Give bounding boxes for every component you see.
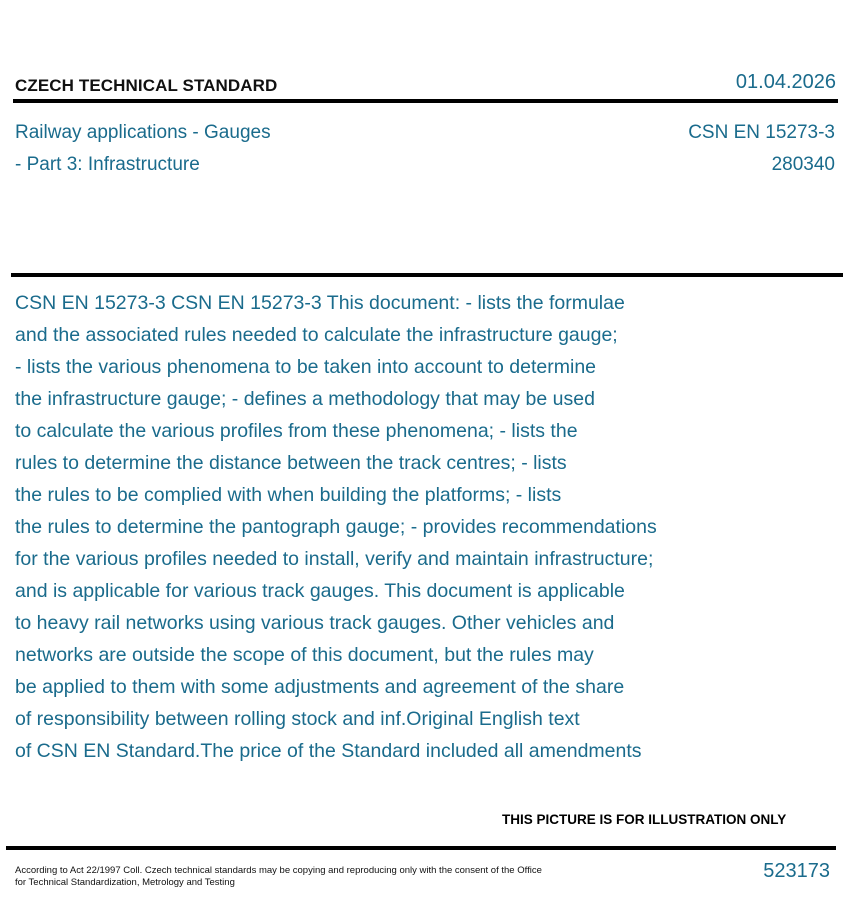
abstract-line: of CSN EN Standard.The price of the Standard included all amendments — [15, 740, 642, 762]
abstract-line: be applied to them with some adjustments and agreement of the share — [15, 676, 625, 698]
abstract-line: to heavy rail networks using various track gauges. Other vehicles and — [15, 612, 615, 634]
abstract-line: to calculate the various profiles from these phenomena; - lists the — [15, 420, 578, 442]
abstract-line: and is applicable for various track gauges. This document is applicable — [15, 580, 625, 602]
section-rule — [11, 273, 843, 277]
abstract-line: for the various profiles needed to install, verify and maintain infrastructure; — [15, 548, 654, 570]
publication-date: 01.04.2026 — [735, 71, 836, 93]
legal-notice-line: for Technical Standardization, Metrology and Testing — [15, 877, 235, 888]
standard-type-heading: CZECH TECHNICAL STANDARD — [15, 76, 278, 95]
abstract-text — [15, 287, 735, 767]
abstract-line: networks are outside the scope of this document, but the rules may — [15, 644, 594, 666]
footer-rule — [6, 846, 836, 850]
document-title-line: Railway applications - Gauges — [15, 122, 271, 143]
document-codes — [688, 117, 835, 181]
abstract-line: the rules to be complied with when building the platforms; - lists — [15, 484, 562, 506]
abstract-line: - lists the various phenomena to be taken into account to determine — [15, 356, 597, 378]
catalog-number: 523173 — [763, 860, 830, 882]
illustration-notice: THIS PICTURE IS FOR ILLUSTRATION ONLY — [502, 812, 787, 827]
legal-notice-line: According to Act 22/1997 Coll. Czech technical standards may be copying and reproducing only with the consent of the Office — [15, 865, 542, 876]
abstract-line: the rules to determine the pantograph gauge; - provides recommendations — [15, 516, 657, 538]
abstract-line: CSN EN 15273-3 CSN EN 15273-3 This document: - lists the formulae — [15, 292, 625, 314]
classification-number: 280340 — [771, 154, 835, 175]
abstract-line: and the associated rules needed to calculate the infrastructure gauge; — [15, 324, 618, 346]
standard-code: CSN EN 15273-3 — [688, 122, 835, 143]
abstract-line: of responsibility between rolling stock and inf.Original English text — [15, 708, 580, 730]
legal-notice — [15, 865, 542, 889]
document-title — [15, 117, 271, 181]
abstract-line: the infrastructure gauge; - defines a methodology that may be used — [15, 388, 595, 410]
document-title-line: - Part 3: Infrastructure — [15, 154, 200, 175]
abstract-line: rules to determine the distance between the track centres; - lists — [15, 452, 567, 474]
header-rule — [13, 99, 838, 103]
